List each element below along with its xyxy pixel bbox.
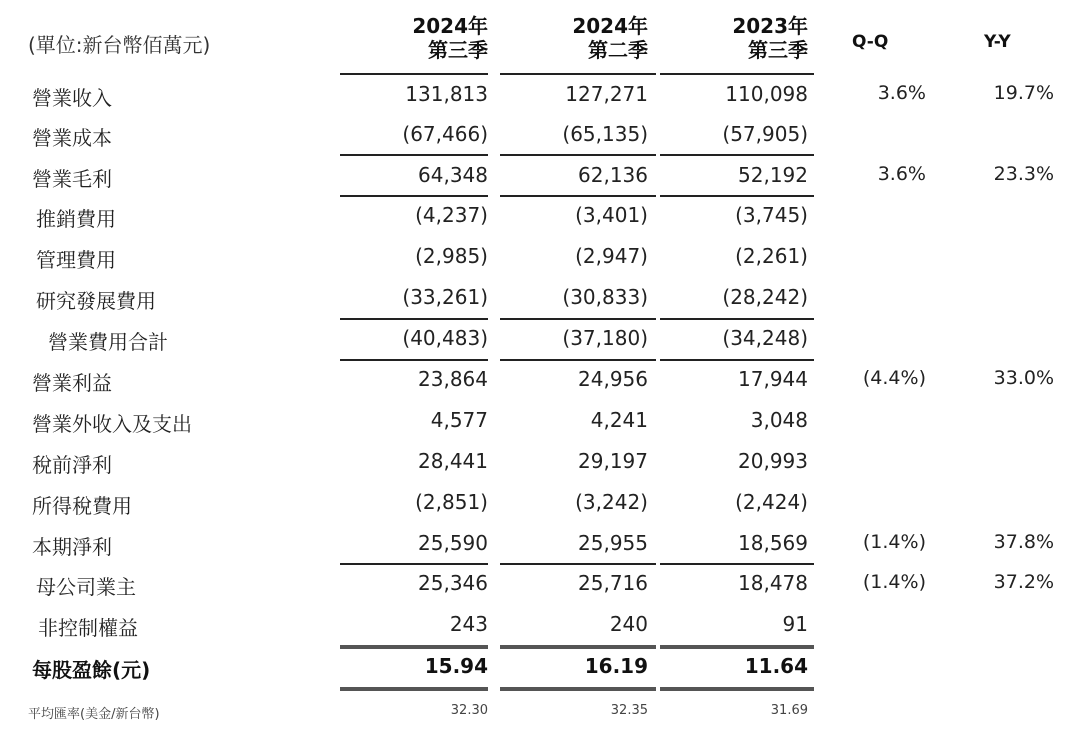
row-label: 每股盈餘(元) xyxy=(32,658,151,682)
underline-rule xyxy=(340,154,488,156)
table-cell: 31.69 xyxy=(770,703,808,718)
row-label: 營業成本 xyxy=(32,126,112,150)
underline-rule xyxy=(500,73,656,75)
table-cell: 52,192 xyxy=(738,163,808,187)
table-cell: (3,242) xyxy=(575,490,648,514)
row-label: 非控制權益 xyxy=(38,616,138,640)
column-header-2023-q3 xyxy=(660,14,808,62)
table-cell: 25,716 xyxy=(578,571,648,595)
qq-cell: (1.4%) xyxy=(862,531,926,553)
column-year: 2024年 xyxy=(412,14,488,38)
double-underline-rule xyxy=(500,645,656,649)
row-label: 稅前淨利 xyxy=(32,453,112,477)
row-label: 營業外收入及支出 xyxy=(32,412,192,436)
table-cell: (33,261) xyxy=(402,285,488,309)
column-quarter: 第三季 xyxy=(748,38,808,62)
table-cell: 28,441 xyxy=(418,449,488,473)
qq-header: Q-Q xyxy=(852,32,889,52)
table-cell: (2,985) xyxy=(415,244,488,268)
table-cell: 11.64 xyxy=(744,654,808,678)
double-underline-rule xyxy=(660,687,814,691)
table-cell: 4,241 xyxy=(590,408,648,432)
underline-rule xyxy=(660,563,814,565)
double-underline-rule xyxy=(340,687,488,691)
yy-cell: 19.7% xyxy=(993,82,1054,104)
table-cell: (2,851) xyxy=(415,490,488,514)
table-cell: 240 xyxy=(609,612,648,636)
table-cell: 64,348 xyxy=(418,163,488,187)
underline-rule xyxy=(500,359,656,361)
double-underline-rule xyxy=(500,687,656,691)
underline-rule xyxy=(500,154,656,156)
underline-rule xyxy=(660,73,814,75)
table-cell: (34,248) xyxy=(722,326,808,350)
underline-rule xyxy=(340,195,488,197)
row-label: 母公司業主 xyxy=(36,575,136,599)
table-cell: 32.30 xyxy=(450,703,488,718)
table-cell: 131,813 xyxy=(405,82,488,106)
table-cell: (3,401) xyxy=(575,203,648,227)
table-cell: (40,483) xyxy=(402,326,488,350)
table-cell: 110,098 xyxy=(725,82,808,106)
table-cell: 3,048 xyxy=(750,408,808,432)
yy-cell: 33.0% xyxy=(993,367,1054,389)
table-cell: (3,745) xyxy=(735,203,808,227)
qq-cell: (1.4%) xyxy=(862,571,926,593)
column-quarter: 第二季 xyxy=(588,38,648,62)
table-cell: 4,577 xyxy=(430,408,488,432)
table-cell: (4,237) xyxy=(415,203,488,227)
table-cell: 15.94 xyxy=(424,654,488,678)
qq-cell: (4.4%) xyxy=(862,367,926,389)
row-label: 推銷費用 xyxy=(36,207,116,231)
underline-rule xyxy=(500,563,656,565)
yy-cell: 23.3% xyxy=(993,163,1054,185)
row-label: 營業毛利 xyxy=(32,167,112,191)
underline-rule xyxy=(340,73,488,75)
table-cell: (67,466) xyxy=(402,122,488,146)
table-cell: 25,590 xyxy=(418,531,488,555)
yy-header: Y-Y xyxy=(984,32,1011,52)
table-cell: (30,833) xyxy=(562,285,648,309)
row-label: 所得稅費用 xyxy=(32,494,132,518)
table-cell: (28,242) xyxy=(722,285,808,309)
table-cell: 18,478 xyxy=(738,571,808,595)
underline-rule xyxy=(340,318,488,320)
underline-rule xyxy=(660,359,814,361)
column-header-2024-q2 xyxy=(500,14,648,62)
table-cell: (37,180) xyxy=(562,326,648,350)
table-cell: 24,956 xyxy=(578,367,648,391)
double-underline-rule xyxy=(340,645,488,649)
row-label: 營業費用合計 xyxy=(48,330,168,354)
table-cell: (2,424) xyxy=(735,490,808,514)
column-header-2024-q3 xyxy=(340,14,488,62)
table-cell: 17,944 xyxy=(738,367,808,391)
table-cell: 127,271 xyxy=(565,82,648,106)
row-label: 營業利益 xyxy=(32,371,112,395)
table-cell: 25,955 xyxy=(578,531,648,555)
table-cell: 23,864 xyxy=(418,367,488,391)
table-cell: (2,261) xyxy=(735,244,808,268)
yy-cell: 37.8% xyxy=(993,531,1054,553)
double-underline-rule xyxy=(660,645,814,649)
column-year: 2023年 xyxy=(732,14,808,38)
column-quarter: 第三季 xyxy=(428,38,488,62)
qq-cell: 3.6% xyxy=(877,163,926,185)
table-cell: 243 xyxy=(449,612,488,636)
table-cell: 62,136 xyxy=(578,163,648,187)
table-cell: 18,569 xyxy=(738,531,808,555)
underline-rule xyxy=(660,318,814,320)
column-year: 2024年 xyxy=(572,14,648,38)
row-label: 營業收入 xyxy=(32,86,112,110)
unit-label: (單位:新台幣佰萬元) xyxy=(28,33,211,57)
table-cell: 16.19 xyxy=(584,654,648,678)
table-cell: (57,905) xyxy=(722,122,808,146)
row-label: 平均匯率(美金/新台幣) xyxy=(28,707,160,722)
yy-cell: 37.2% xyxy=(993,571,1054,593)
table-cell: 32.35 xyxy=(610,703,648,718)
underline-rule xyxy=(660,154,814,156)
qq-cell: 3.6% xyxy=(877,82,926,104)
underline-rule xyxy=(500,318,656,320)
table-cell: 29,197 xyxy=(578,449,648,473)
table-cell: 25,346 xyxy=(418,571,488,595)
table-cell: 20,993 xyxy=(738,449,808,473)
underline-rule xyxy=(500,195,656,197)
table-cell: 91 xyxy=(782,612,808,636)
table-cell: (2,947) xyxy=(575,244,648,268)
row-label: 管理費用 xyxy=(36,248,116,272)
underline-rule xyxy=(340,563,488,565)
underline-rule xyxy=(660,195,814,197)
row-label: 研究發展費用 xyxy=(36,289,156,313)
underline-rule xyxy=(340,359,488,361)
row-label: 本期淨利 xyxy=(32,535,112,559)
table-cell: (65,135) xyxy=(562,122,648,146)
